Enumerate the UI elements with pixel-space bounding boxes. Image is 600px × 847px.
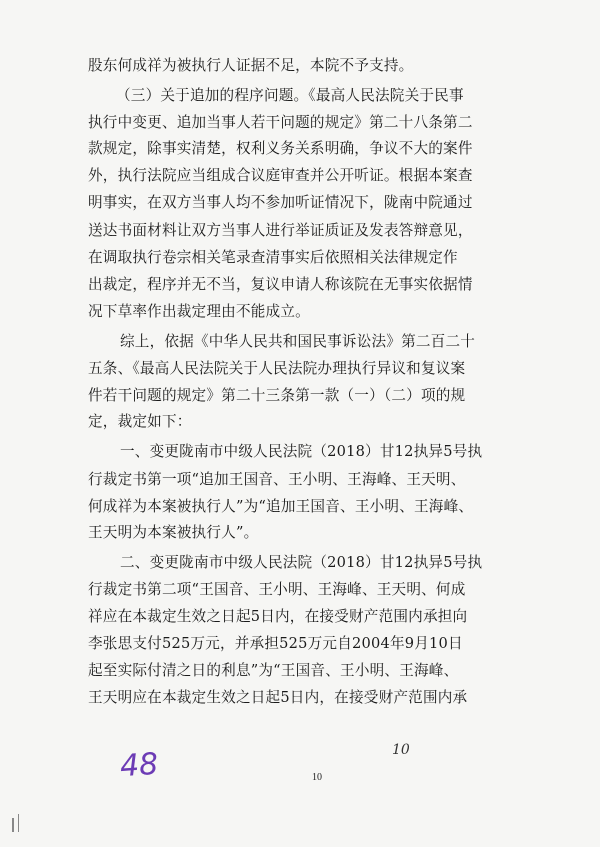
text-line: 款规定，除事实清楚，权利义务关系明确，争议不大的案件 [88, 140, 473, 157]
text-line: 执行中变更、追加当事人若干问题的规定》第二十八条第二 [88, 114, 473, 131]
text-line: 明事实，在双方当事人均不参加听证情况下，陇南中院通过 [88, 194, 473, 211]
text-line: 件若干问题的规定》第二十三条第一款（一）（二）项的规 [88, 387, 466, 404]
text-line: 王天明为本案被执行人”。 [88, 524, 259, 541]
text-line: 起至实际付清之日的利息”为“王国音、王小明、王海峰、 [88, 662, 459, 679]
text-line: 况下草率作出裁定理由不能成立。 [88, 303, 310, 320]
text-line: 行裁定书第一项“追加王国音、王小明、王海峰、王天明、 [88, 471, 466, 488]
handwritten-note: 48 [118, 746, 160, 785]
text-line: 送达书面材料让双方当事人进行举证质证及发表答辩意见， [88, 222, 473, 239]
text-line: 何成祥为本案被执行人”为“追加王国音、王小明、王海峰、 [88, 498, 474, 515]
text-line: 二、变更陇南市中级人民法院（2018）甘12执异5号执 [120, 554, 483, 571]
scan-edge-mark [18, 814, 19, 832]
text-line: 祥应在本裁定生效之日起5日内，在接受财产范围内承担向 [88, 608, 468, 625]
text-line: 在调取执行卷宗相关笔录查清事实后依照相关法律规定作 [88, 249, 458, 266]
text-line: 出裁定，程序并无不当，复议申请人称该院在无事实依据情 [88, 276, 473, 293]
text-line: 股东何成祥为被执行人证据不足，本院不予支持。 [88, 57, 414, 74]
text-line: 行裁定书第二项“王国音、王小明、王海峰、王天明、何成 [88, 581, 466, 598]
text-line: 一、变更陇南市中级人民法院（2018）甘12执异5号执 [120, 443, 483, 460]
handwritten-page-number: 10 [392, 742, 410, 758]
text-line: 综上，依据《中华人民共和国民事诉讼法》第二百二十 [120, 333, 476, 350]
text-line: 李张思支付525万元，并承担525万元自2004年9月10日 [88, 635, 463, 652]
text-line: （三）关于追加的程序问题。《最高人民法院关于民事 [116, 87, 464, 104]
page-number: 10 [312, 772, 322, 783]
text-line: 定，裁定如下： [88, 413, 192, 430]
text-line: 五条、《最高人民法院关于人民法院办理执行异议和复议案 [88, 360, 466, 377]
text-line: 王天明应在本裁定生效之日起5日内，在接受财产范围内承 [88, 689, 468, 706]
scan-edge-mark [12, 818, 14, 832]
text-line: 外，执行法院应当组成合议庭审查并公开听证。根据本案查 [88, 167, 473, 184]
